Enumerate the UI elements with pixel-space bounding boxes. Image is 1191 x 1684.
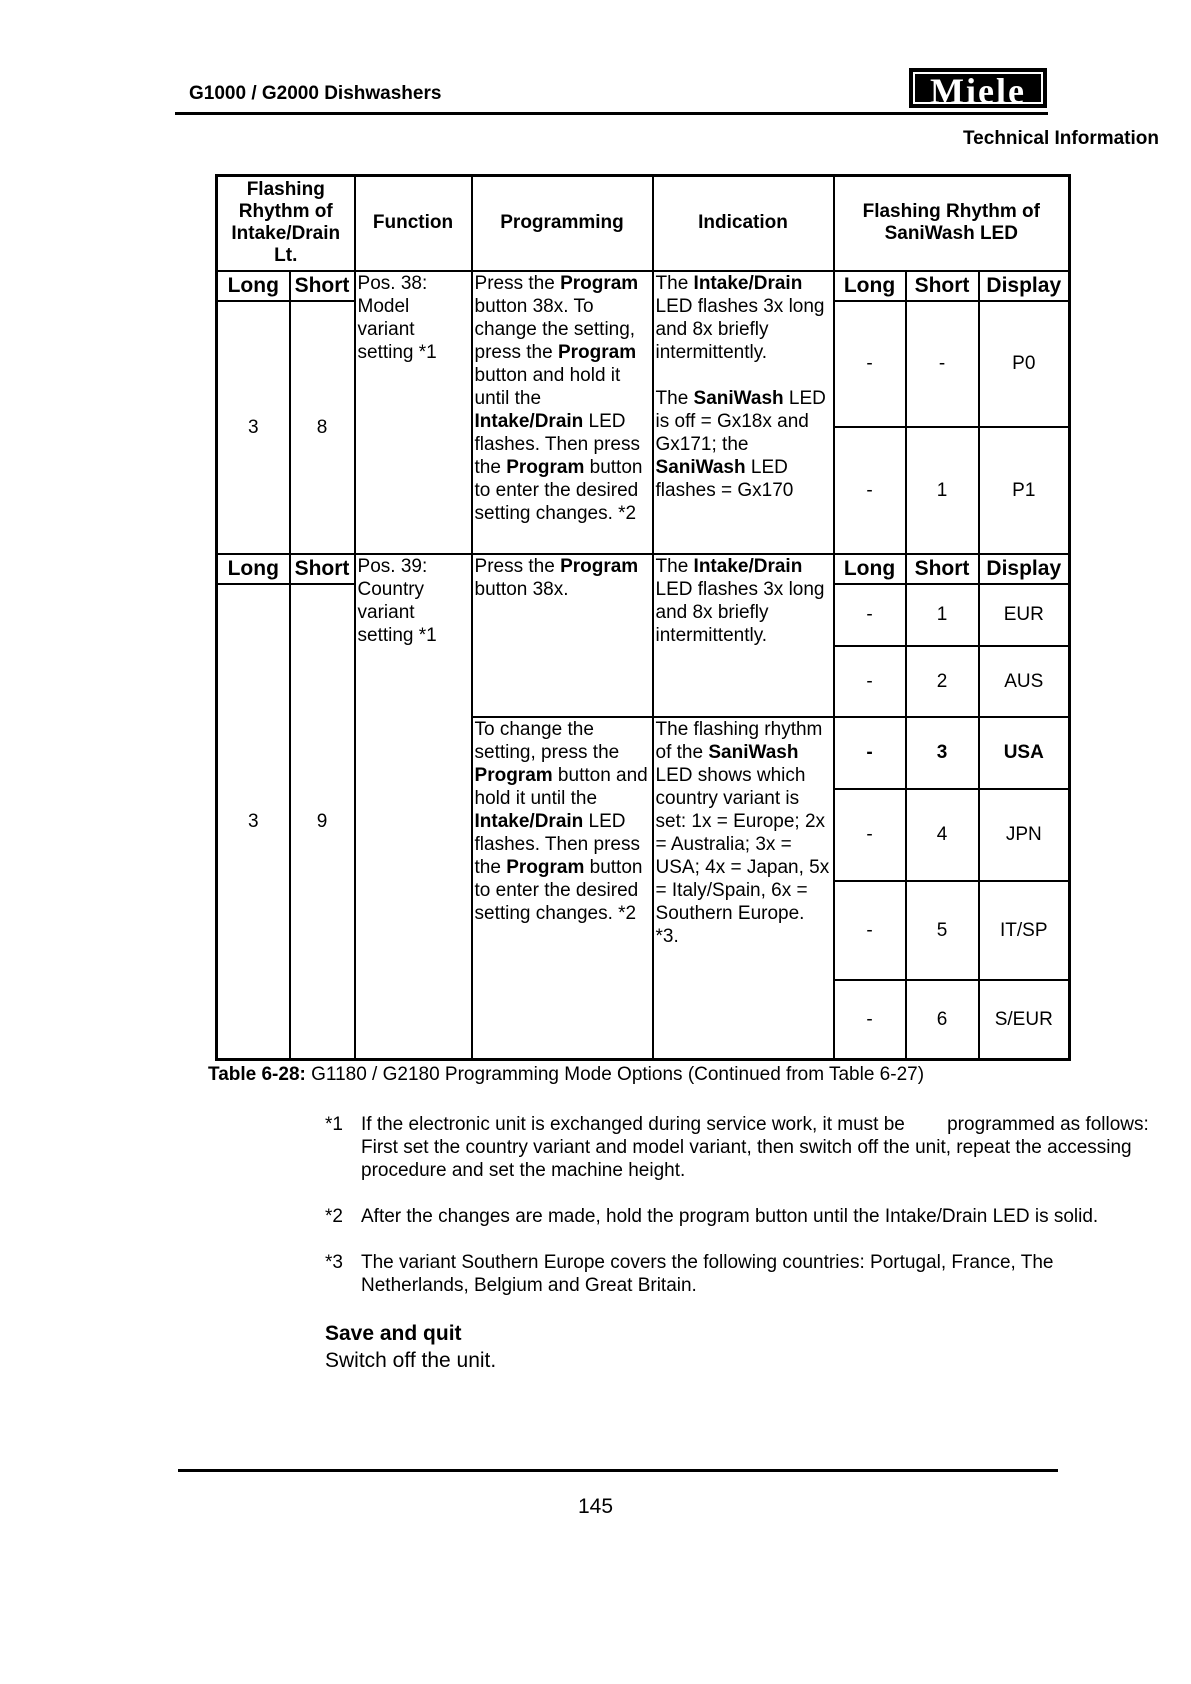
document-title: G1000 / G2000 Dishwashers [189,83,442,104]
caption-label: Table 6-28: [208,1064,306,1085]
intake-long-value: 3 [217,584,290,1060]
footnote-mark: *1 [325,1114,343,1135]
indication-cell: The flashing rhythm of the SaniWash LED shows which country variant is set: 1x = Europe; 2x = Australia; 3x = USA; 4x = Japan, 5x = Italy/Spain, 6x = Southern Europe. *3. [653,717,834,1060]
saniwash-short-value: 3 [906,717,979,789]
header-indication: Indication [653,176,834,271]
miele-logo: Miele [909,68,1047,108]
saniwash-short-value: 6 [906,980,979,1060]
saniwash-long-value: - [834,881,906,980]
footnotes [325,1113,1165,1320]
display-value: IT/SP [979,881,1070,980]
subheader-long: Long [217,554,290,584]
table-row [217,554,1070,584]
programming-cell: To change the setting, press the Program button and hold it until the Intake/Drain LED flashes. Then press the Program button to enter the desired setting changes. *2 [472,717,653,1060]
display-value: USA [979,717,1070,789]
header-programming: Programming [472,176,653,271]
header-divider [175,112,1048,115]
intake-long-value: 3 [217,301,290,554]
indication-cell: The Intake/Drain LED flashes 3x long and 8x briefly intermittently. [653,554,834,717]
saniwash-long-value: - [834,584,906,646]
function-cell: Pos. 39: Country variant setting *1 [355,554,472,1060]
display-value: P0 [979,301,1070,427]
display-value: P1 [979,427,1070,554]
programming-table-wrapper [215,174,1068,1061]
footnote-mark: *2 [325,1206,343,1227]
subheader-short: Short [906,554,979,584]
footer-divider [178,1469,1058,1472]
programming-mode-table [215,174,1071,1061]
footnote-text: The variant Southern Europe covers the following countries: Portugal, France, The Netherlands, Belgium and Great Britain. [361,1252,1054,1296]
indication-cell: The Intake/Drain LED flashes 3x long and 8x briefly intermittently. The SaniWash LED is off = Gx18x and Gx171; the SaniWash LED flashes = Gx170 [653,271,834,554]
caption-text: G1180 / G2180 Programming Mode Options (Continued from Table 6-27) [305,1064,925,1085]
saniwash-short-value: 1 [906,427,979,554]
display-value: EUR [979,584,1070,646]
saniwash-long-value: - [834,717,906,789]
save-and-quit-heading: Save and quit [325,1322,462,1345]
header-flashing-saniwash: Flashing Rhythm of SaniWash LED [834,176,1070,271]
header-function: Function [355,176,472,271]
function-cell: Pos. 38: Model variant setting *1 [355,271,472,554]
page-number: 145 [577,1495,614,1518]
subheader-display: Display [979,554,1070,584]
saniwash-long-value: - [834,789,906,881]
footnote-text: After the changes are made, hold the program button until the Intake/Drain LED is solid. [361,1206,1099,1227]
saniwash-long-value: - [834,427,906,554]
subheader-display: Display [979,271,1070,301]
display-value: AUS [979,646,1070,717]
footnote-text: If the electronic unit is exchanged during service work, it must be programmed as follows: First set the country variant and model variant, then switch off the unit, repeat the accessing procedure and set the machine height. [361,1114,1155,1181]
subheader-long: Long [217,271,290,301]
footnote-mark: *3 [325,1252,343,1273]
subheader-short: Short [290,271,355,301]
display-value: S/EUR [979,980,1070,1060]
section-title: Technical Information [962,128,1159,149]
saniwash-short-value: 5 [906,881,979,980]
subheader-long: Long [834,271,906,301]
display-value: JPN [979,789,1070,881]
saniwash-short-value: 4 [906,789,979,881]
footnote [325,1205,1165,1228]
table-header-row [217,176,1070,271]
saniwash-long-value: - [834,646,906,717]
intake-short-value: 9 [290,584,355,1060]
table-row [217,271,1070,301]
footnote [325,1113,1165,1182]
saniwash-long-value: - [834,980,906,1060]
subheader-short: Short [906,271,979,301]
saniwash-long-value: - [834,301,906,427]
subheader-long: Long [834,554,906,584]
saniwash-short-value: 1 [906,584,979,646]
saniwash-short-value: 2 [906,646,979,717]
intake-short-value: 8 [290,301,355,554]
table-caption [208,1064,924,1086]
save-and-quit-text: Switch off the unit. [325,1349,497,1372]
header-flashing-intake: Flashing Rhythm of Intake/Drain Lt. [217,176,355,271]
programming-cell: Press the Program button 38x. [472,554,653,717]
programming-cell: Press the Program button 38x. To change the setting, press the Program button and hold it until the Intake/Drain LED flashes. Then press the Program button to enter the desired setting changes. *2 [472,271,653,554]
saniwash-short-value: - [906,301,979,427]
subheader-short: Short [290,554,355,584]
footnote [325,1251,1165,1297]
